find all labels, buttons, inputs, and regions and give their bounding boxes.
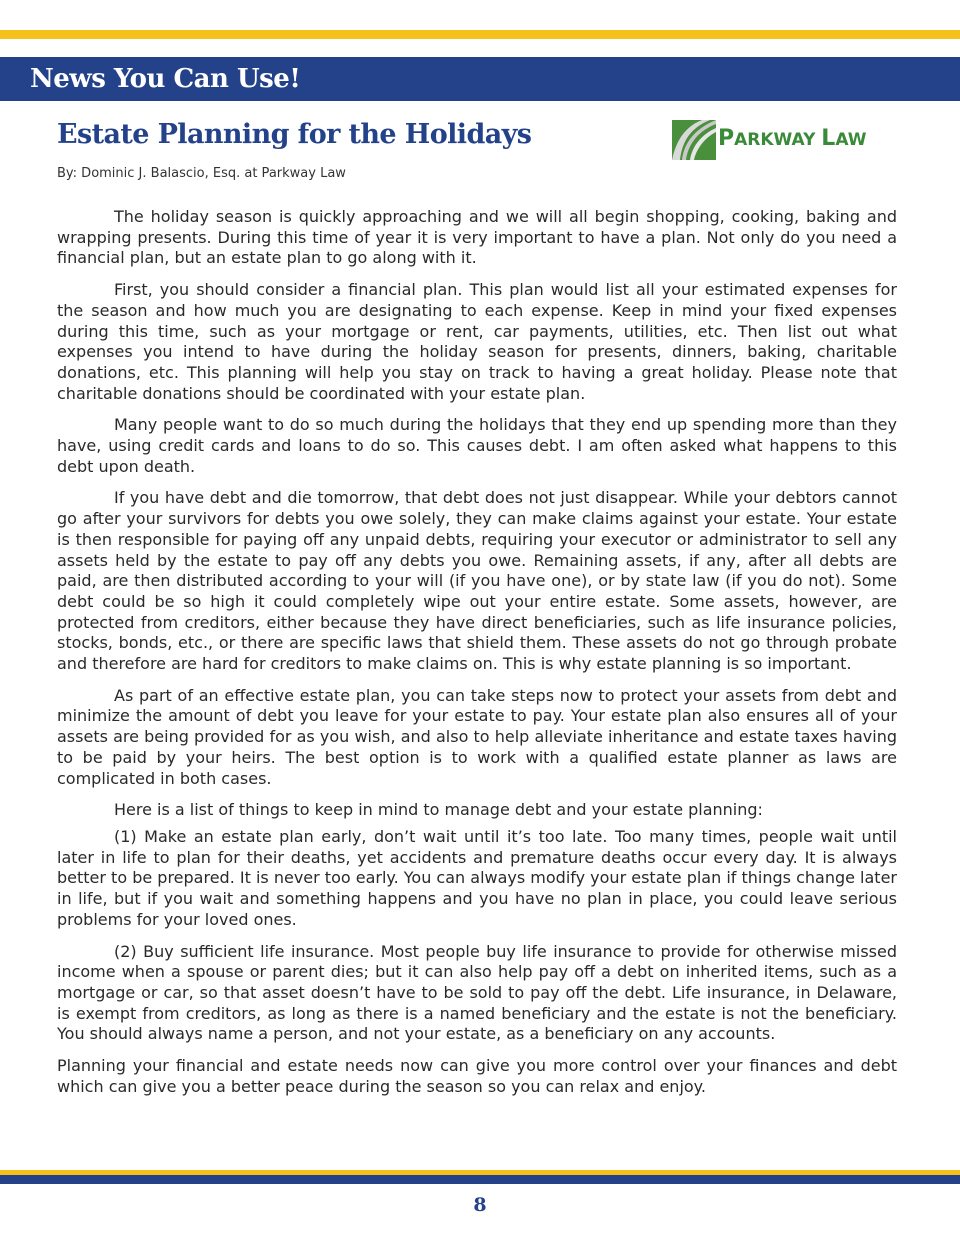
section-title: News You Can Use! — [30, 64, 301, 94]
parkway-logo-icon — [672, 120, 716, 160]
paragraph-list-intro: Here is a list of things to keep in mind to manage debt and your estate planning: — [114, 800, 763, 820]
paragraph-debt-upon-death: If you have debt and die tomorrow, that debt does not just disappear. While your debtors cannot go after your survivors for debts you owe solely, they can make claims against your estate. Your estate is then responsible for paying off any unpaid debts, requiring your executor or administrator to sell any assets held by the estate to pay off any debts you owe. Remaining assets, if any, after all debts are paid, are then distributed according to your will (if you have one), or by state law (if you do not). Some debt could be so high it could completely wipe out your entire estate. Some assets, however, are protected from creditors, either because they have direct beneficiaries, such as life insurance policies, stocks, bonds, etc., or there are specific laws that shield them. These assets do not go through probate and therefore are hard for creditors to make claims on. This is why estate planning is so important. — [57, 488, 897, 674]
logo-wordmark: PARKWAY LAW — [718, 126, 867, 151]
article-title: Estate Planning for the Holidays — [57, 119, 532, 150]
bottom-navy-stripe — [0, 1175, 960, 1184]
paragraph-intro: The holiday season is quickly approaching and we will all begin shopping, cooking, baking and wrapping presents. During this time of year it is very important to have a plan. Not only do you need a financial plan, but an estate plan to go along with it. — [57, 207, 897, 268]
byline: By: Dominic J. Balascio, Esq. at Parkway Law — [57, 166, 346, 181]
paragraph-financial-plan: First, you should consider a financial plan. This plan would list all your estimated expenses for the season and how much you are designating to each expense. Keep in mind your fixed expenses during this time, such as your mortgage or rent, car payments, utilities, etc. Then list out what expenses you intend to have during the holiday season for presents, dinners, baking, charitable donations, etc. This planning will help you stay on track to having a great holiday. Please note that charitable donations should be coordinated with your estate plan. — [57, 280, 897, 403]
list-item-life-insurance: (2) Buy sufficient life insurance. Most people buy life insurance to provide for otherwise missed income when a spouse or parent dies; but it can also help pay off a debt on inherited items, such as a mortgage or car, so that asset doesn’t have to be sold to pay off the debt. Life insurance, in Delaware, is exempt from creditors, as long as there is a named beneficiary and the estate is not the beneficiary. You should always name a person, and not your estate, as a beneficiary on any accounts. — [57, 941, 897, 1044]
page-number: 8 — [473, 1194, 487, 1216]
list-item-estate-plan-early: (1) Make an estate plan early, don’t wait until it’s too late. Too many times, people wait until later in life to plan for their deaths, yet accidents and premature deaths occur every day. It is always better to be prepared. It is never too early. You can always modify your estate plan if things change later in life, but if you wait and something happens and you have no plan in place, you could leave serious problems for your loved ones. — [57, 826, 897, 929]
paragraph-conclusion: Planning your financial and estate needs now can give you more control over your finances and debt which can give you a better peace during the season so you can relax and enjoy. — [57, 1056, 897, 1096]
parkway-law-logo — [672, 120, 897, 160]
paragraph-effective-estate-plan: As part of an effective estate plan, you can take steps now to protect your assets from debt and minimize the amount of debt you leave for your estate to pay. Your estate plan also ensures all of your assets are being provided for as you wish, and also to help alleviate inheritance and estate taxes having to be paid by your heirs. The best option is to work with a qualified estate planner as laws are complicated in both cases. — [57, 685, 897, 788]
paragraph-holiday-debt: Many people want to do so much during the holidays that they end up spending more than they have, using credit cards and loans to do so. This causes debt. I am often asked what happens to this debt upon death. — [57, 415, 897, 476]
article-body — [57, 207, 897, 1108]
top-gold-stripe — [0, 30, 960, 39]
